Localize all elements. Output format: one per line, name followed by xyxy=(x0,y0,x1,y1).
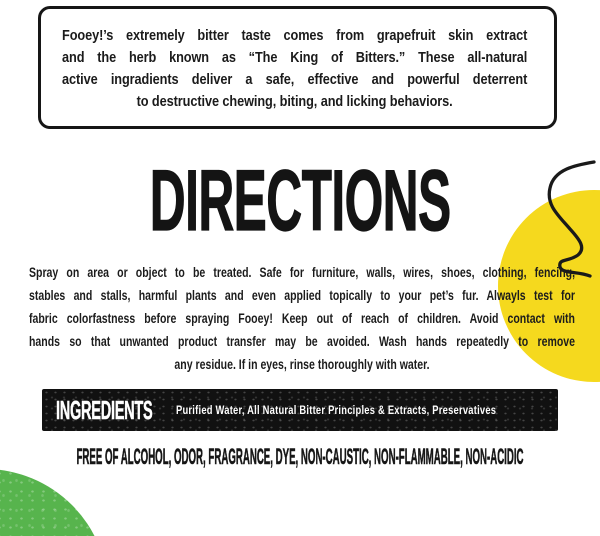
directions-paragraph xyxy=(29,261,575,376)
directions-heading-wrap xyxy=(0,154,600,248)
intro-line: and the herb known as “The King of Bitters.” These all-natural xyxy=(62,49,528,66)
intro-line: to destructive chewing, biting, and licking behaviors. xyxy=(136,93,453,110)
directions-line: fabric colorfastness before spraying Fooey! Keep out of reach of children. Avoid contact with xyxy=(29,311,575,326)
directions-line: stables and stalls, harmful plants and even applied topically to your pet’s fur. Alwayls test for xyxy=(29,288,575,303)
directions-line: Spray on area or object to be treated. Safe for furniture, walls, wires, shoes, clothing, fencing, xyxy=(29,265,575,280)
directions-heading: DIRECTIONS xyxy=(149,152,451,249)
intro-line: Fooey!’s extremely bitter taste comes from grapefruit skin extract xyxy=(62,27,528,44)
ingredients-bar xyxy=(42,389,558,431)
directions-line: hands so that unwanted product transfer may be avoided. Wash hands repeatedly to remove xyxy=(29,334,575,349)
directions-line: any residue. If in eyes, rinse thoroughly with water. xyxy=(174,357,430,372)
intro-line: active ingradients deliver a safe, effective and powerful deterrent xyxy=(62,71,528,88)
ingredients-list: Purified Water, All Natural Bitter Principles & Extracts, Preservatives xyxy=(176,403,497,417)
intro-text-box xyxy=(38,6,557,129)
green-blob-decoration xyxy=(0,469,108,536)
free-of-wrap xyxy=(0,444,600,470)
ingredients-label-wrap xyxy=(56,395,156,426)
intro-text xyxy=(62,25,527,113)
ingredients-label: INGREDIENTS xyxy=(56,394,153,425)
free-of-statement: FREE OF ALCOHOL, ODOR, FRAGRANCE, DYE, NON-CAUSTIC, NON-FLAMMABLE, NON-ACIDIC xyxy=(76,444,524,469)
